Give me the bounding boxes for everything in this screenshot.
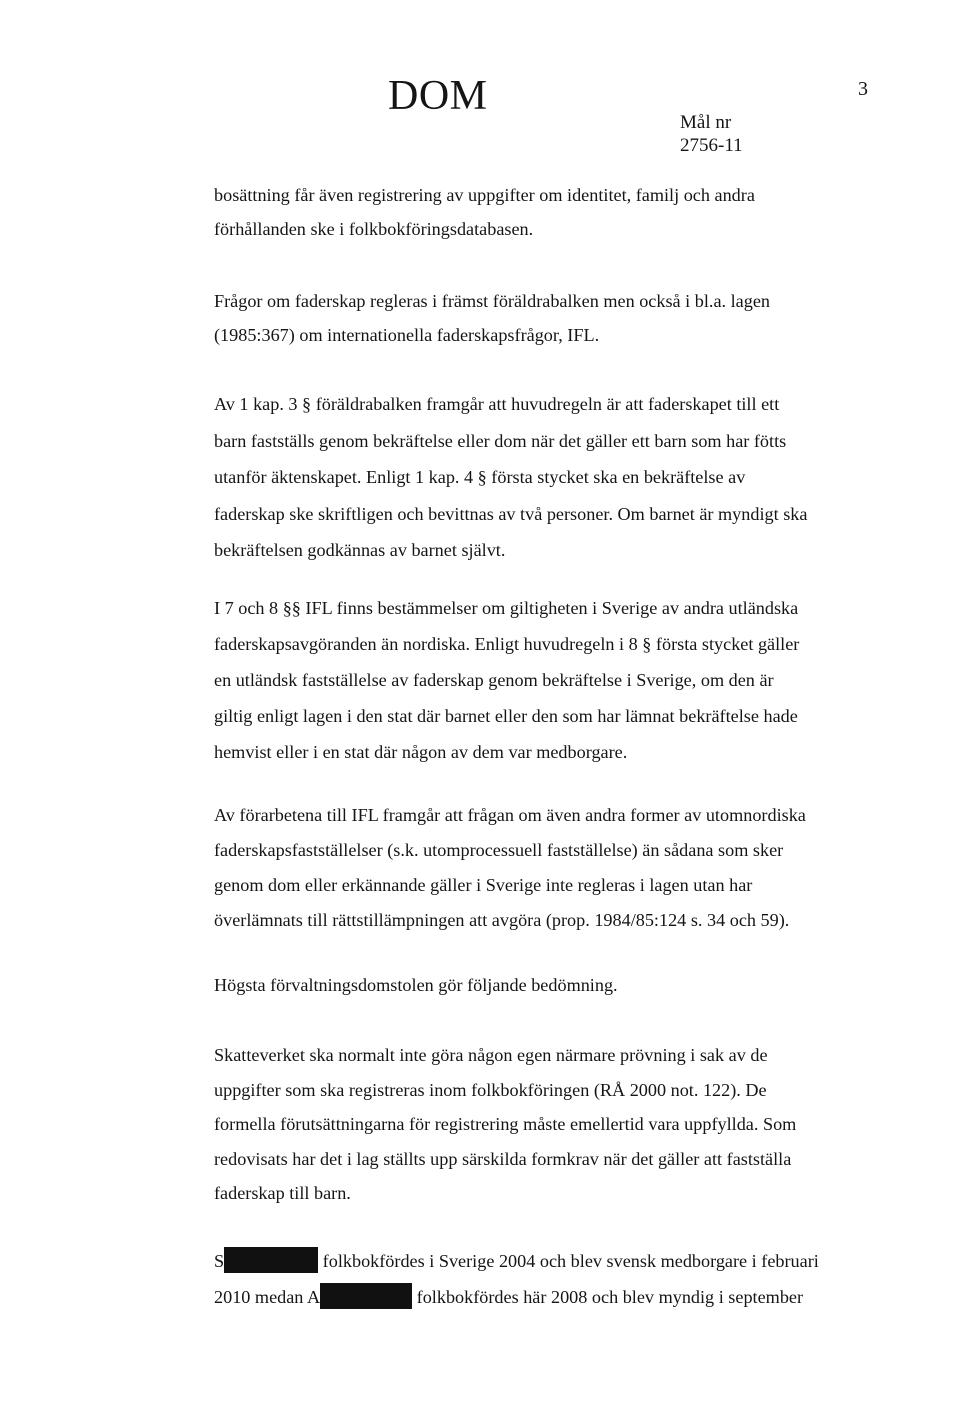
paragraph-7 [214, 1038, 874, 1211]
name-initial-s: S [214, 1251, 225, 1271]
text-line: barn fastställs genom bekräftelse eller dom när det gäller ett barn som har fötts [214, 430, 787, 451]
paragraph-3 [214, 386, 874, 569]
paragraph-5 [214, 798, 874, 938]
text-line: en utländsk fastställelse av faderskap genom bekräftelse i Sverige, om den är [214, 670, 774, 690]
case-number: 2756-11 [680, 135, 743, 156]
document-title: DOM [388, 73, 488, 119]
text-line [214, 1279, 874, 1315]
text-line: hemvist eller i en stat där någon av dem var medborgare. [214, 742, 628, 762]
text-line: faderskapsavgöranden än nordiska. Enligt huvudregeln i 8 § första stycket gäller [214, 634, 800, 654]
text-line: (1985:367) om internationella faderskapsfrågor, IFL. [214, 325, 600, 345]
text-line: Skatteverket ska normalt inte göra någon egen närmare prövning i sak av de [214, 1045, 768, 1065]
paragraph-1 [214, 178, 874, 246]
text-line: faderskapsfastställelser (s.k. utomprocessuell fastställelse) än sådana som sker [214, 840, 784, 860]
text-line: uppgifter som ska registreras inom folkbokföringen (RÅ 2000 not. 122). De [214, 1079, 767, 1100]
paragraph-4 [214, 590, 874, 770]
text-segment: 2010 medan A [214, 1287, 321, 1307]
paragraph-8 [214, 1243, 874, 1315]
redaction-block [224, 1247, 318, 1273]
text-line: formella förutsättningarna för registrering måste emellertid vara uppfyllda. Som [214, 1114, 797, 1134]
text-line: Frågor om faderskap regleras i främst föräldrabalken men också i bl.a. lagen [214, 291, 771, 311]
text-line: genom dom eller erkännande gäller i Sverige inte regleras i lagen utan har [214, 875, 753, 895]
paragraph-2 [214, 284, 874, 352]
text-line: faderskap till barn. [214, 1183, 351, 1203]
text-line: Högsta förvaltningsdomstolen gör följande bedömning. [214, 975, 618, 995]
text-segment: folkbokfördes i Sverige 2004 och blev svensk medborgare i februari [322, 1251, 819, 1271]
text-line [214, 1243, 874, 1279]
text-line: Av förarbetena till IFL framgår att frågan om även andra former av utomnordiska [214, 805, 806, 825]
text-line: överlämnats till rättstillämpningen att avgöra (prop. 1984/85:124 s. 34 och 59). [214, 910, 790, 930]
paragraph-6 [214, 968, 874, 1003]
text-line: giltig enligt lagen i den stat där barnet eller den som har lämnat bekräftelse hade [214, 706, 798, 726]
text-line: förhållanden ske i folkbokföringsdatabasen. [214, 219, 534, 239]
redaction-block [320, 1283, 412, 1309]
text-line: utanför äktenskapet. Enligt 1 kap. 4 § första stycket ska en bekräftelse av [214, 467, 746, 487]
text-line: bekräftelsen godkännas av barnet självt. [214, 540, 506, 560]
text-line: faderskap ske skriftligen och bevittnas av två personer. Om barnet är myndigt ska [214, 503, 808, 524]
case-label: Mål nr [680, 112, 732, 133]
text-line: bosättning får även registrering av uppgifter om identitet, familj och andra [214, 185, 755, 205]
text-line: redovisats har det i lag ställts upp särskilda formkrav när det gäller att fastställa [214, 1148, 792, 1169]
text-segment: folkbokfördes här 2008 och blev myndig i september [416, 1287, 804, 1307]
text-line: I 7 och 8 §§ IFL finns bestämmelser om giltigheten i Sverige av andra utländska [214, 598, 799, 618]
text-line: Av 1 kap. 3 § föräldrabalken framgår att huvudregeln är att faderskapet till ett [214, 394, 780, 414]
page-number: 3 [858, 78, 868, 100]
